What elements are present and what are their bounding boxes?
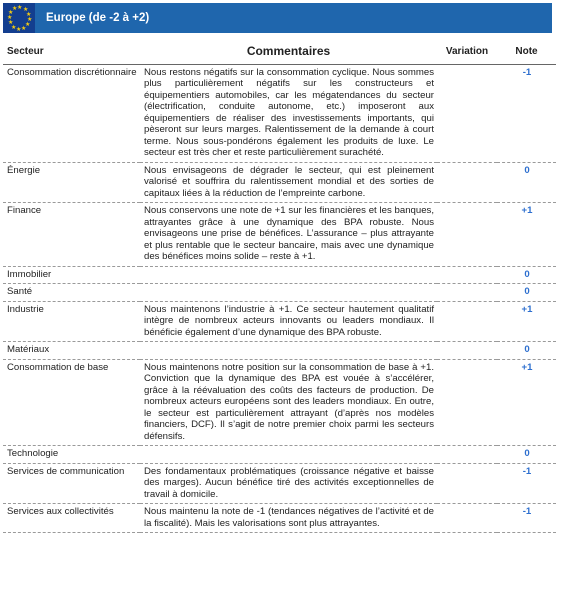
section-header	[3, 3, 552, 33]
table-row	[3, 446, 556, 464]
table-row	[3, 504, 556, 533]
sector-note: 0	[497, 266, 556, 284]
sector-variation	[437, 446, 497, 464]
sector-note: -1	[497, 64, 556, 162]
sector-name: Services aux collectivités	[3, 504, 140, 533]
sector-name: Finance	[3, 203, 140, 267]
sector-name: Énergie	[3, 162, 140, 203]
sector-note: -1	[497, 463, 556, 504]
sector-note: +1	[497, 301, 556, 342]
sector-comment	[140, 266, 437, 284]
sector-comment: Des fondamentaux problématiques (croissance négative et baisse des marges). Aucun bénéfice tiré des activités exceptionnelles de travail à domicile.	[140, 463, 437, 504]
table-row	[3, 342, 556, 360]
sector-variation	[437, 266, 497, 284]
sector-note: 0	[497, 342, 556, 360]
column-header-note: Note	[497, 44, 556, 64]
sector-name: Consommation discrétionnaire	[3, 64, 140, 162]
sector-name: Matériaux	[3, 342, 140, 360]
sector-comment	[140, 284, 437, 302]
sector-variation	[437, 284, 497, 302]
sector-comment: Nous conservons une note de +1 sur les financières et les banques, attrayantes grâce à une dynamique des BPA robuste. Nous envisageons une prise de bénéfices. L’assurance – plus attrayante et plus rentable que le secteur bancaire, mais avec une dynamique des bénéfices moins solide – reste à +1.	[140, 203, 437, 267]
sector-note: -1	[497, 504, 556, 533]
table-row	[3, 266, 556, 284]
sector-name: Industrie	[3, 301, 140, 342]
sector-variation	[437, 64, 497, 162]
table-row	[3, 162, 556, 203]
sector-name: Technologie	[3, 446, 140, 464]
sector-comment	[140, 342, 437, 360]
sector-variation	[437, 463, 497, 504]
sector-comment: Nous maintenons l’industrie à +1. Ce secteur hautement qualitatif intègre de nombreux acteurs innovants ou leaders mondiaux. Il bénéficie également d’une dynamique des BPA robuste.	[140, 301, 437, 342]
column-header-variation: Variation	[437, 44, 497, 64]
table-row	[3, 284, 556, 302]
sector-variation	[437, 203, 497, 267]
sector-table	[3, 44, 556, 533]
table-row	[3, 463, 556, 504]
table-header-row	[3, 44, 556, 64]
section-title: Europe (de -2 à +2)	[46, 12, 150, 24]
sector-note: +1	[497, 203, 556, 267]
sector-variation	[437, 359, 497, 446]
sector-comment	[140, 446, 437, 464]
table-row	[3, 301, 556, 342]
sector-variation	[437, 301, 497, 342]
sector-name: Services de communication	[3, 463, 140, 504]
sector-note: 0	[497, 284, 556, 302]
sector-note: 0	[497, 162, 556, 203]
column-header-sector: Secteur	[3, 44, 140, 64]
sector-variation	[437, 342, 497, 360]
table-row	[3, 64, 556, 162]
sector-variation	[437, 504, 497, 533]
sector-name: Immobilier	[3, 266, 140, 284]
table-row	[3, 203, 556, 267]
sector-variation	[437, 162, 497, 203]
sector-comment: Nous maintenons notre position sur la consommation de base à +1. Conviction que la dynamique des BPA est vouée à s’accélérer, grâce à la réévaluation des coûts des facteurs de production. De nombreux acteurs européens sont des leaders mondiaux. En outre, le secteur est particulièrement attrayant (d’après nos modèles financiers, DCF). Il s’agit de notre premier choix parmi les secteurs défensifs.	[140, 359, 437, 446]
sector-name: Consommation de base	[3, 359, 140, 446]
sector-note: +1	[497, 359, 556, 446]
sector-note: 0	[497, 446, 556, 464]
sector-comment: Nous envisageons de dégrader le secteur, qui est pleinement valorisé et souffrira du ralentissement mondial et des sorties de capitaux liées à la réduction de l’empreinte carbone.	[140, 162, 437, 203]
eu-flag-icon: ★ ★ ★ ★ ★ ★ ★ ★ ★ ★ ★ ★	[3, 3, 35, 33]
table-row	[3, 359, 556, 446]
sector-comment: Nous maintenu la note de -1 (tendances négatives de l’activité et de la fiscalité). Mais les valorisations sont plus attrayantes.	[140, 504, 437, 533]
column-header-comments: Commentaires	[140, 44, 437, 64]
sector-name: Santé	[3, 284, 140, 302]
sector-comment: Nous restons négatifs sur la consommation cyclique. Nous sommes plus particulièrement négatifs sur les constructeurs et équipementiers automobiles, car les mégatendances du secteur (électrification, conduite autonome, etc.) imposeront aux équipementiers de réaliser des investissements importants, qui pèseront sur leurs marges. Ralentissement de la demande à court terme. Nous sous-pondérons également les produits de luxe. Le secteur est très cher et reste particulièrement surachété.	[140, 64, 437, 162]
